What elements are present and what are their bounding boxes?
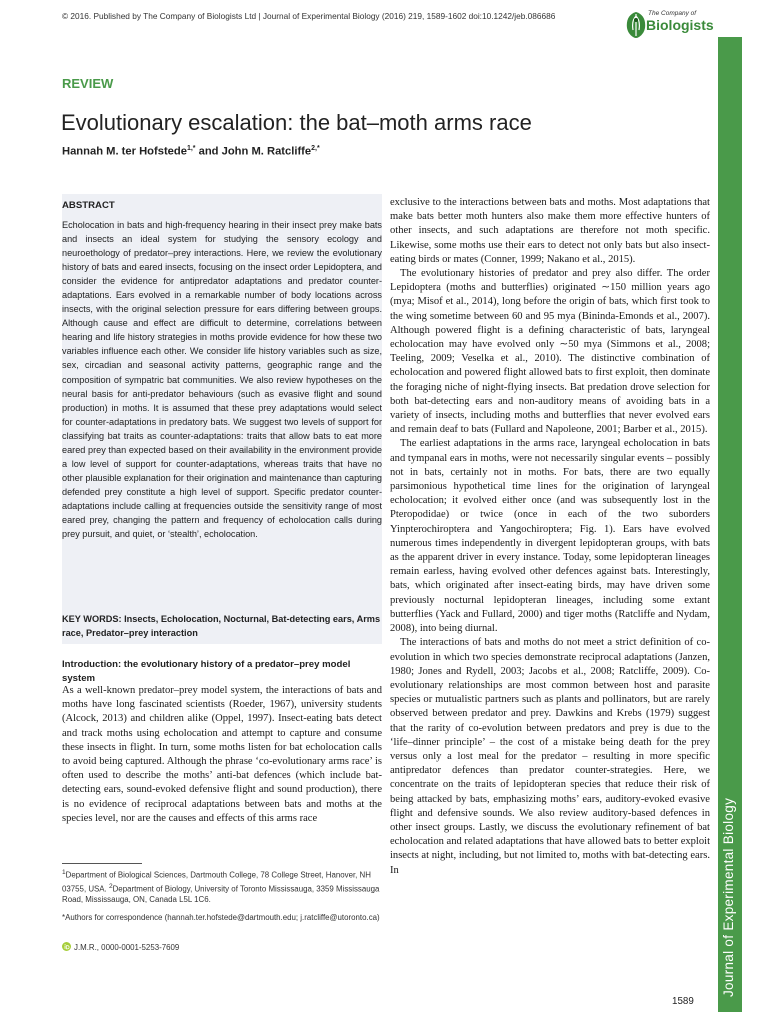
author-conjunction: and — [195, 145, 222, 158]
author-name: Hannah M. ter Hofstede — [62, 145, 187, 158]
affiliation-text: Department of Biology, University of Toronto Mississauga, 3359 Mississauga Road, Mississauga, ON, Canada L5L 1C6. — [62, 884, 380, 905]
affiliation-text: Department of Biological Sciences, Dartmouth College, 78 College Street, Hanover, NH 03755, USA. — [62, 870, 371, 894]
body-paragraph: The evolutionary histories of predator and prey also differ. The order Lepidoptera (moths and butterflies) originated ∼150 million years ago (mya; Misof et al., 2014), long before the origin of bats, which first took to the wing sometime between 60 and 95 mya (Bininda-Emonds et al., 2007). Although powered flight is a defining characteristic of bats, laryngeal echolocation may have evolved only ∼50 mya (Simmons et al., 2008; Teeling, 2009; Veselka et al., 2010). The distinctive combination of echolocation and powered flight allowed bats to first exploit, then dominate the foraging niche of night-flying insects. Bat predation drove selection for both bat-detecting ears and non-auditory means of avoiding bats in a variety of insects, including moths and butterflies that never evolved ears and remain deaf to bats (Fullard and Napoleone, 2001; Barber et al., 2015). — [390, 268, 710, 436]
author-list — [62, 145, 320, 158]
abstract-heading: ABSTRACT — [62, 200, 115, 211]
orcid-text: J.M.R., 0000-0001-5253-7609 — [74, 943, 180, 952]
body-paragraph: The earliest adaptations in the arms race, laryngeal echolocation in bats and tympanal ears in moths, were not necessarily singular events – possibly not in bats, certainly not in moths. For bats, there are two equally parsimonious hypothetical time lines for the origination of laryngeal echolocation; it evolved either once (and was subsequently lost in the Pteropodidae) or twice (once in each of the two suborders Yinpterochiroptera and Yangochiroptera; Fig. 1). Ears have evolved numerous times independently in divergent lepidopteran groups, with bats as the apparent driver in every instance. Today, some lepidopteran lineages remain earless, having evolved other defences against bats. Interestingly, bats, which originated after insect-eating birds, may have driven some previously nocturnal lepidopteran lineages, including some extant butterflies (Yack and Fullard, 2000) and tiger moths (Ratcliffe and Nydam, 2008), into being diurnal. — [390, 438, 710, 635]
right-column — [390, 196, 710, 992]
body-paragraph: The interactions of bats and moths do not meet a strict definition of co-evolution in which two species demonstrate reciprocal adaptations (Janzen, 1980; Jones and Rydell, 2003; Jacobs et al., 2008; Ratcliffe, 2009). Co-evolutionary relationships are most common between host and parasite species or mutualistic partners such as plants and pollinators, but are rarely observed between predator and prey. Dawkins and Krebs (1979) suggest that the rarity of co-evolution between predators and prey is due to the ‘life–dinner principle’ – the cost of a mistake being death for the prey versus only a lost meal for the predator – resulting in more specific antipredator defences than predator counter-strategies. Here, we concentrate on the traits of lepidopteran species that reduce their risk of being attacked by bats, emphasizing moths’ ears, auditory-evoked evasive flight and defensive sounds. We also review auditory-based defences in other insect groups. Lastly, we discuss the evolutionary refinement of bat echolocation and related adaptations that have allowed bats to better exploit insects at night, including, but not limited to, moths with bat-detecting ears. In — [390, 637, 710, 876]
author-name: John M. Ratcliffe — [221, 145, 312, 158]
footnote-mark: 1 — [62, 869, 66, 876]
section-heading: Introduction: the evolutionary history of a predator–prey model system — [62, 659, 351, 684]
body-paragraph: exclusive to the interactions between bats and moths. Most adaptations that make bats better moth hunters also make them more effective hunters of other insects, and such adaptations are therefore not moth specific. Likewise, some moths use their ears to detect not only bats but also insect-eating birds or mates (Conner, 1999; Nakano et al., 2015). — [390, 197, 710, 265]
footnote-mark: 2 — [108, 882, 113, 890]
article-title: Evolutionary escalation: the bat–moth arms race — [61, 110, 532, 135]
publisher-logo — [624, 6, 714, 50]
logo-emblem-icon — [624, 10, 648, 40]
footnote-divider — [62, 863, 142, 864]
abstract-text: Echolocation in bats and high-frequency hearing in their insect prey make bats and insects an ideal system for studying the sensory ecology and neuroethology of predator–prey interactions. Here, we review the evolutionary history of bats and eared insects, focusing on the insect order Lepidoptera, and consider the evidence for antipredator adaptations and predator counter-adaptations. Ears evolved in a remarkable number of body locations across insects, with the original selection pressure for ears differing between groups. Although cause and effect are difficult to determine, correlations between hearing and life history strategies in moths provide evidence for how these two variables influence each other. We consider life history variables such as size, sex, circadian and seasonal activity patterns, geographic range and the composition of sympatric bat communities. We also review hypotheses on the neural basis for anti-predator behaviours (such as evasive flight and sound production) in moths. It is assumed that these prey adaptations would select for counter-adaptations in predatory bats. We suggest two levels of support for classifying bat traits as counter-adaptations: traits that allow bats to eat more eared prey than expected based on their availability in the environment provide a low level of support for counter-adaptations, whereas traits that have no other plausible explanation for their origination and maintenance than capturing defended prey constitute a high level of support. Specific predator counter-adaptations include calling at frequencies outside the sensitivity range of most eared prey, changing the pattern and frequency of echolocation calls during prey pursuit, and quiet, or ‘stealth’, echolocation. — [62, 220, 382, 540]
author-affiliation-marks: 1,* — [186, 145, 196, 152]
journal-side-band — [718, 37, 742, 1012]
page-number: 1589 — [672, 996, 694, 1007]
correspondence-footnote: *Authors for correspondence (hannah.ter.hofstede@dartmouth.edu; j.ratcliffe@utoronto.ca) — [62, 913, 380, 922]
logo-small-text: The Company of — [648, 10, 697, 17]
journal-side-label: Journal of Experimental Biology — [721, 797, 736, 997]
section-label: REVIEW — [62, 76, 114, 91]
orcid-line — [62, 942, 382, 952]
citation-header: © 2016. Published by The Company of Biologists Ltd | Journal of Experimental Biology (2016) 219, 1589-1602 doi:10.1242/jeb.086686 — [62, 11, 556, 21]
logo-main-text: Biologists — [646, 17, 714, 33]
abstract-panel — [62, 194, 382, 644]
affiliations-footnote — [62, 867, 382, 905]
keywords: KEY WORDS: Insects, Echolocation, Nocturnal, Bat-detecting ears, Arms race, Predator–prey interaction — [62, 614, 381, 638]
body-paragraph: As a well-known predator–prey model system, the interactions of bats and moths have long fascinated scientists (Roeder, 1967), university students (Alcock, 2013) and children alike (Oppel, 1997). Insect-eating bats detect and track moths using echolocation and attempt to capture and consume these insects in flight. In turn, some moths listen for bat echolocation calls to avoid being captured. Although the phrase ‘co-evolutionary arms race’ is often used to describe the moths’ anti-bat defences (which include bat-detecting ears, sound-evoked defensive flight and sound production), there is no evidence of reciprocal adaptations between bats and moths at the species level, nor are the causes and effects of this arms race — [62, 685, 382, 824]
orcid-icon — [62, 942, 71, 951]
author-affiliation-marks: 2,* — [311, 145, 320, 152]
